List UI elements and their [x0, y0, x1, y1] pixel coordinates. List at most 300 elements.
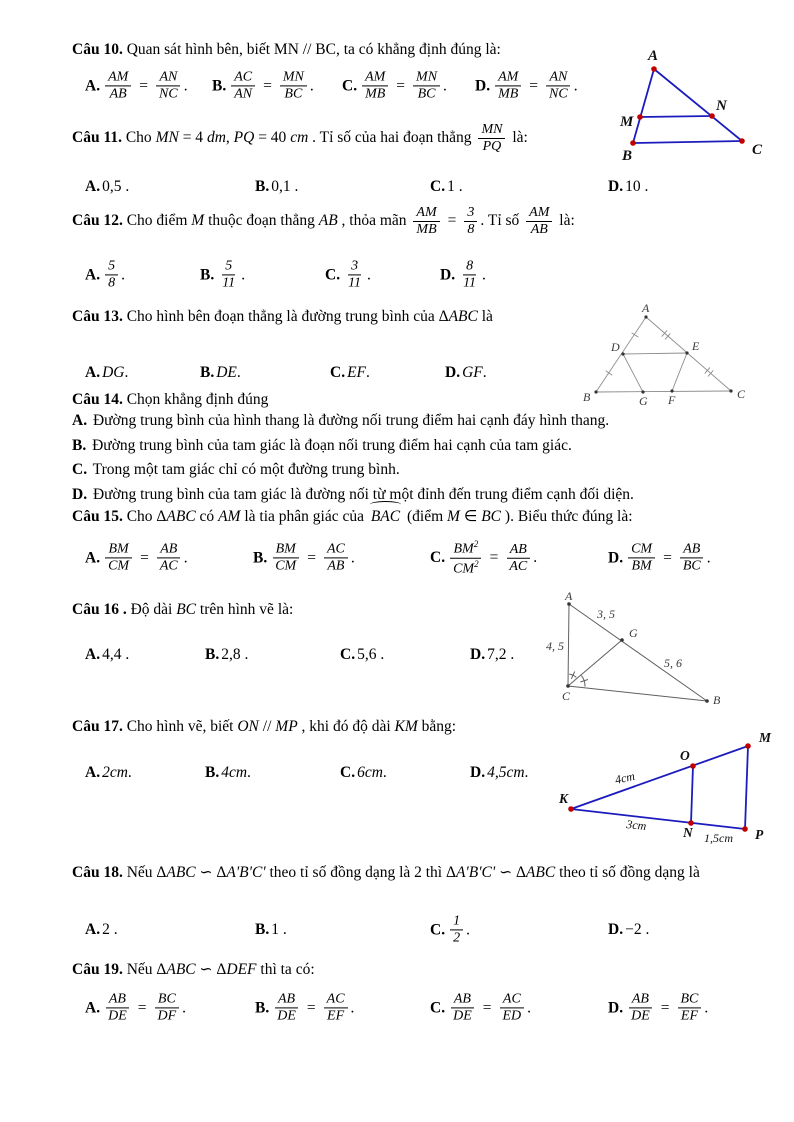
text-run: −2 . [625, 921, 650, 938]
option-label: A. [85, 77, 101, 94]
text-run: = [137, 999, 147, 1016]
question-prompt [72, 305, 572, 328]
question-number: Câu 11. [72, 129, 122, 147]
math-text: MN [155, 129, 179, 147]
q15-option-D [608, 541, 711, 574]
q10-option-B [212, 69, 314, 102]
numerator: 5 [105, 258, 118, 275]
option-label: B. [255, 999, 270, 1016]
option-label: A. [85, 364, 101, 381]
text-run: 1 . [271, 921, 287, 938]
denominator: CM [275, 558, 297, 574]
fraction [628, 541, 655, 574]
denominator: CM [108, 558, 130, 574]
fraction [680, 541, 704, 574]
math-text: MP [275, 718, 298, 735]
denominator: NC [549, 86, 568, 102]
figure-label: B [713, 693, 721, 707]
text-run: ∽ [195, 961, 217, 978]
segment-MN [640, 116, 712, 117]
fraction [478, 122, 505, 155]
numerator: BM [105, 541, 131, 558]
q13-option-D [445, 364, 487, 382]
text-run: Δ [156, 508, 167, 525]
text-run: là: [555, 212, 575, 230]
option-label: A. [85, 549, 101, 566]
q19-option-C [430, 991, 531, 1024]
text-run: . [524, 764, 529, 781]
option-label: D. [475, 77, 491, 94]
denominator: ED [502, 1008, 522, 1024]
figure-label: E [692, 339, 700, 353]
q12-option-A [85, 258, 125, 291]
segment-BC [633, 141, 742, 143]
text-run: 1 . [447, 178, 463, 195]
question-prompt [72, 122, 620, 155]
question-number: Câu 19. [72, 961, 123, 978]
q13-option-A [85, 364, 128, 382]
fraction [450, 539, 482, 578]
question-prompt [72, 505, 772, 528]
numerator: AC [500, 991, 524, 1008]
q18-option-C [430, 913, 470, 946]
question-15 [72, 505, 772, 528]
q11-option-B [255, 178, 298, 196]
point-E [685, 351, 688, 354]
math-text: PQ [233, 129, 255, 147]
text-run: ). Biểu thức đúng là: [501, 508, 633, 525]
option-label: B. [205, 764, 220, 781]
text-run: 4,4 . [102, 646, 130, 663]
figure-label: G [639, 394, 648, 408]
text-run: = [489, 549, 499, 566]
text-run: Δ [216, 864, 227, 881]
numerator: AC [324, 991, 348, 1008]
math-text: A'B'C' [226, 864, 266, 881]
question-10 [72, 38, 612, 61]
numerator: 1 [450, 913, 463, 930]
text-run: Nếu [122, 864, 157, 881]
text-run: là tia phân giác của [240, 508, 368, 525]
math-text: ON [237, 718, 259, 735]
denominator: 11 [222, 275, 236, 291]
question-prompt [72, 598, 532, 621]
fraction [362, 69, 388, 102]
math-text: 4,5cm [487, 764, 525, 781]
denominator: DE [277, 1008, 296, 1024]
text-run: // [258, 718, 276, 735]
math-text: AB [318, 212, 338, 230]
figure-label: A [648, 48, 659, 64]
text-run: . [527, 999, 532, 1016]
fraction [450, 991, 475, 1024]
text-run: = [447, 212, 457, 230]
denominator: AC [509, 558, 528, 574]
figure-label: F [668, 393, 676, 407]
fraction [324, 991, 348, 1024]
option-label: A. [85, 646, 101, 663]
fraction [460, 258, 479, 291]
denominator: AB [109, 86, 127, 102]
option-label: A. [85, 999, 101, 1016]
numerator: 5 [222, 258, 235, 275]
text-run: Δ [216, 961, 227, 978]
q14-option-A [72, 409, 772, 434]
fraction [219, 258, 238, 291]
point-A [644, 315, 647, 318]
text-run: Δ [515, 864, 526, 881]
q14-option-D [72, 483, 772, 508]
option-label: C. [340, 646, 356, 663]
angle-hat-text: BAC [371, 505, 400, 528]
math-text: GF [462, 364, 483, 381]
fraction [156, 69, 181, 102]
text-run: Δ [438, 308, 449, 325]
text-run: . [309, 77, 314, 94]
segment-ON [691, 766, 693, 823]
numerator: AB [507, 541, 530, 558]
text-run: , khi đó độ dài [297, 718, 395, 735]
text-run: Δ [156, 864, 167, 881]
segment-DE [623, 353, 687, 354]
q18-option-A [85, 921, 118, 939]
text-run: (điểm [403, 508, 448, 525]
q19-option-A [85, 991, 186, 1024]
text-run: có [195, 508, 219, 525]
numerator: 3 [464, 205, 477, 222]
text-run: Quan sát hình bên, biết MN // BC, ta có khẳng định đúng là: [122, 41, 501, 58]
numerator: 3 [348, 258, 361, 275]
denominator: AC [159, 558, 178, 574]
option-label: A. [72, 412, 88, 429]
option-label: C. [72, 461, 88, 478]
text-run: . [706, 549, 711, 566]
text-run: thì ta có: [256, 961, 315, 978]
denominator: AB [530, 222, 548, 238]
q12-option-D [440, 258, 486, 291]
text-run: = [263, 77, 272, 94]
numerator: BM [273, 541, 299, 558]
segment-AC [654, 69, 742, 141]
option-label: C. [330, 364, 346, 381]
math-text: 6cm [357, 764, 383, 781]
question-number: Câu 16 . [72, 601, 127, 618]
q19-option-B [255, 991, 354, 1024]
q15-option-B [253, 541, 355, 574]
figure-label: 4cm [613, 768, 637, 787]
math-text: M [447, 508, 460, 525]
figure-label: D [611, 340, 620, 354]
fraction [155, 991, 180, 1024]
figure-label: M [620, 114, 634, 130]
option-label: C. [325, 266, 341, 283]
text-run: theo tỉ số đồng dạng là 2 thì [265, 864, 446, 881]
q16-option-D [470, 646, 514, 664]
math-text: BC [176, 601, 197, 618]
point-B [594, 390, 597, 393]
option-label: D. [608, 549, 624, 566]
denominator: DE [631, 1008, 650, 1024]
text-run: = [139, 77, 149, 94]
point-C [739, 138, 745, 144]
option-label: B. [212, 77, 227, 94]
text-run: = [663, 549, 672, 566]
segment-DG [623, 354, 643, 392]
math-text: AM [218, 508, 241, 525]
question-19 [72, 958, 672, 981]
text-run: . [350, 999, 355, 1016]
numerator: AM [105, 69, 131, 86]
option-label: B. [72, 436, 87, 454]
option-label: C. [342, 77, 358, 94]
text-run: Cho hình bên đoạn thẳng là đường trung bình của [122, 308, 439, 325]
text-run: = 40 [254, 129, 291, 147]
denominator: DE [108, 1008, 127, 1024]
text-run: Đường trung bình của tam giác là đường nối từ một đỉnh đến trung điểm cạnh đối diện. [89, 485, 634, 503]
text-run: , [225, 129, 234, 147]
math-text: ABC [166, 961, 196, 978]
option-label: B. [200, 266, 215, 283]
math-text: ABC [166, 864, 196, 881]
fraction [495, 69, 521, 102]
text-run: ∈ [459, 508, 482, 525]
numerator: MN [280, 69, 307, 86]
figure-label: 3, 5 [597, 607, 615, 621]
point-G [620, 638, 624, 642]
question-number: Câu 15. [72, 508, 123, 525]
numerator: AN [546, 69, 570, 86]
tick-mark [606, 371, 613, 376]
text-run: . [247, 764, 251, 781]
q11-option-A [85, 178, 129, 196]
text-run: . [183, 549, 188, 566]
fraction [324, 541, 348, 574]
numerator: $BM^2$ [450, 539, 481, 559]
math-text: ABC [448, 308, 478, 325]
math-text: 2cm [102, 764, 128, 781]
option-label: A. [85, 921, 101, 938]
figure-label: B [622, 148, 633, 164]
math-text: DE [216, 364, 237, 381]
figure-triangle-bisector-cg [545, 590, 730, 712]
math-text: KM [394, 718, 418, 735]
text-run: . [124, 364, 129, 381]
segment-KM [571, 746, 748, 809]
math-text: 4cm [221, 764, 248, 781]
q17-option-D [470, 764, 528, 782]
q17-option-A [85, 764, 132, 782]
text-run: Cho [122, 508, 157, 525]
denominator: BC [284, 86, 303, 102]
question-number: Câu 12. [72, 212, 123, 230]
option-label: B. [205, 646, 220, 663]
text-run: . [367, 266, 371, 283]
math-text: ABC [525, 864, 556, 881]
fraction [526, 205, 552, 238]
figure-label: P [755, 827, 764, 842]
q15-option-C [430, 539, 537, 578]
numerator: AB [629, 991, 652, 1008]
q14-option-C [72, 458, 772, 483]
text-run: Trong một tam giác chỉ có một đường trung bình. [89, 461, 400, 478]
question-number: Câu 10. [72, 41, 123, 58]
numerator: AM [495, 69, 521, 86]
question-prompt [72, 38, 612, 61]
text-run: 0,5 . [102, 178, 130, 195]
option-label: C. [340, 764, 356, 781]
math-text: dm [206, 129, 226, 147]
option-label: D. [470, 764, 486, 781]
figure-label: 5, 6 [664, 656, 682, 670]
question-number: Câu 14. [72, 391, 123, 408]
denominator: 8 [467, 222, 475, 238]
text-run: bằng: [417, 718, 457, 735]
text-run: . [241, 266, 246, 283]
figure-label: O [680, 748, 690, 763]
point-M [745, 743, 751, 749]
text-run: ∽ [495, 864, 516, 881]
segment-CB [568, 686, 707, 701]
fraction [628, 991, 653, 1024]
numerator: AB [106, 991, 129, 1008]
segment-CG [568, 640, 622, 686]
point-N [709, 113, 715, 119]
option-label: C. [430, 178, 446, 195]
figure-label: 4, 5 [546, 639, 564, 653]
option-label: D. [72, 485, 88, 503]
math-text: ABC [166, 508, 196, 525]
figure-label: N [716, 98, 727, 114]
numerator: AB [680, 541, 703, 558]
denominator: 8 [108, 275, 116, 291]
text-run: thuộc đoạn thẳng [204, 212, 319, 230]
q15-option-A [85, 541, 188, 574]
denominator: BC [417, 86, 436, 102]
text-run: Đường trung bình của hình thang là đường nối trung điểm hai cạnh đáy hình thang. [89, 412, 610, 429]
q17-option-C [340, 764, 387, 782]
figure-label: A [642, 301, 650, 315]
q13-option-C [330, 364, 370, 382]
math-text: EF [347, 364, 367, 381]
point-B [630, 140, 636, 146]
question-number: Câu 17. [72, 718, 123, 735]
question-14-statements [72, 409, 772, 507]
q18-option-D [608, 921, 649, 939]
math-text: BC [481, 508, 502, 525]
text-run: . [573, 77, 578, 94]
text-run: . [533, 549, 538, 566]
text-run: . [366, 364, 370, 381]
figure-label: N [683, 825, 693, 840]
q10-option-D [475, 69, 578, 102]
math-text: M [191, 212, 205, 230]
text-run: Nếu [122, 961, 157, 978]
numerator: AB [451, 991, 474, 1008]
fraction [280, 69, 307, 102]
figure-label: M [759, 730, 772, 745]
numerator: AM [526, 205, 552, 222]
numerator: CM [628, 541, 655, 558]
question-16 [72, 598, 532, 621]
denominator: 2 [453, 930, 461, 946]
segment-AC [646, 317, 731, 391]
numerator: BC [155, 991, 179, 1008]
option-label: D. [608, 999, 624, 1016]
option-label: C. [430, 921, 446, 938]
option-label: D. [608, 178, 624, 195]
denominator: MB [365, 86, 386, 102]
figure-label: C [737, 387, 746, 401]
figure-label: 3cm [625, 817, 648, 834]
question-prompt [72, 715, 562, 738]
numerator: BC [678, 991, 702, 1008]
text-run: . [236, 364, 241, 381]
text-run: . [482, 266, 486, 283]
q19-option-D [608, 991, 708, 1024]
numerator: MN [413, 69, 440, 86]
text-run: 10 . [625, 178, 649, 195]
denominator: BM [631, 558, 652, 574]
text-run: = [140, 549, 149, 566]
text-run: . [466, 921, 470, 938]
text-run: . [482, 364, 487, 381]
text-run: Cho điểm [122, 212, 192, 230]
fraction [274, 991, 299, 1024]
q12-option-B [200, 258, 245, 291]
text-run: . Tỉ số của hai đoạn thẳng [308, 129, 476, 147]
q18-option-B [255, 921, 287, 939]
fraction [450, 913, 463, 946]
figure-label: C [562, 689, 571, 703]
fraction [413, 69, 440, 102]
denominator: BC [682, 558, 701, 574]
text-run: Cho [121, 129, 156, 147]
question-number: Câu 13. [72, 308, 123, 325]
math-text: A'B'C' [455, 864, 496, 881]
question-prompt [72, 858, 722, 888]
question-number: Câu 18. [72, 864, 123, 881]
text-run: 2 . [102, 921, 118, 938]
fraction [105, 69, 131, 102]
denominator: AB [327, 558, 345, 574]
q16-option-C [340, 646, 384, 664]
question-17 [72, 715, 562, 738]
numerator: 8 [463, 258, 476, 275]
fraction [345, 258, 364, 291]
text-run: = [306, 999, 316, 1016]
text-run: . [182, 999, 187, 1016]
text-run: = [396, 77, 406, 94]
text-run: . Tỉ số [480, 212, 524, 230]
text-run: là [477, 308, 493, 325]
question-13 [72, 305, 572, 328]
figure-label: A [565, 590, 573, 603]
text-run: 0,1 . [271, 178, 299, 195]
text-run: Δ [156, 961, 167, 978]
figure-triangle-midsegment-de [578, 300, 756, 412]
fraction [546, 69, 571, 102]
text-run: = 4 [178, 129, 207, 147]
segment-KP [571, 809, 745, 829]
segment-AB [633, 69, 654, 143]
option-label: D. [608, 921, 624, 938]
segment-AB [596, 317, 646, 392]
option-label: D. [470, 646, 486, 663]
numerator: AM [413, 205, 439, 222]
question-prompt [72, 205, 752, 238]
point-P [742, 826, 748, 832]
figure-label: G [629, 626, 638, 640]
